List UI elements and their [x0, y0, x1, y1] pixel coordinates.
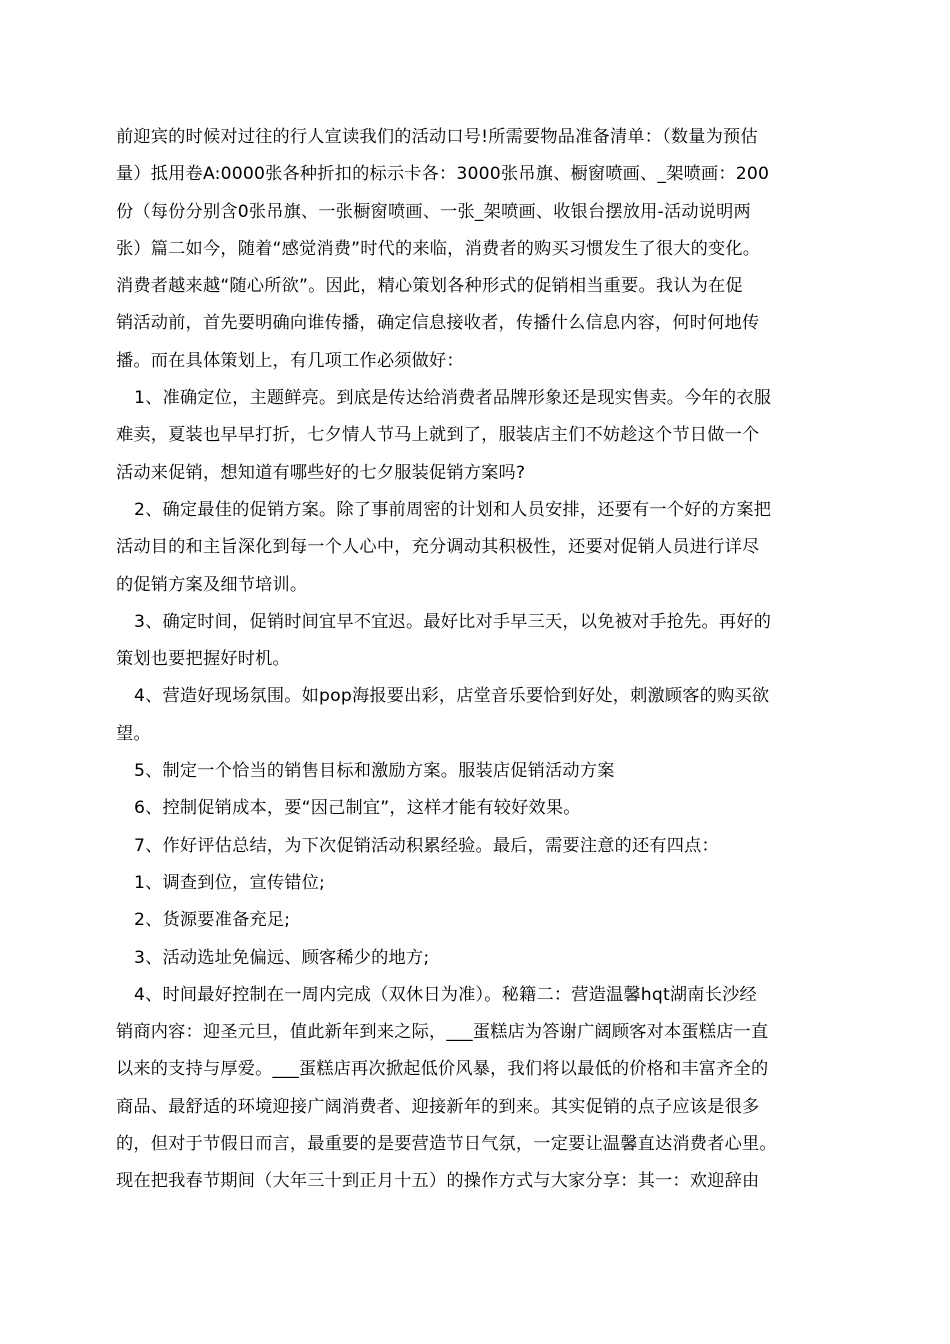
text-line: 量）抵用卷A:0000张各种折扣的标示卡各：3000张吊旗、橱窗喷画、_架喷画：200 [116, 164, 770, 185]
text-line: 前迎宾的时候对过往的行人宣读我们的活动口号!所需要物品准备清单：（数量为预估 [116, 127, 758, 147]
text-line: 份（每份分别含0张吊旗、一张橱窗喷画、一张_架喷画、收银台摆放用-活动说明两 [116, 201, 751, 222]
list-item-line: 1、准确定位，主题鲜亮。到底是传达给消费者品牌形象还是现实售卖。今年的衣服 [134, 388, 772, 409]
list-item-line: 5、制定一个恰当的销售目标和激励方案。服装店促销活动方案 [134, 761, 615, 782]
list-item-line: 2、确定最佳的促销方案。除了事前周密的计划和人员安排，还要有一个好的方案把 [134, 499, 772, 520]
text-line: 商品、最舒适的环境迎接广阔消费者、迎接新年的到来。其实促销的点子应该是很多 [116, 1096, 760, 1117]
text-line: 播。而在具体策划上，有几项工作必须做好： [116, 350, 464, 371]
list-item-line: 7、作好评估总结，为下次促销活动积累经验。最后，需要注意的还有四点： [134, 835, 719, 856]
text-line: 张）篇二如今，随着“感觉消费”时代的来临，消费者的购买习惯发生了很大的变化。 [116, 238, 761, 259]
list-item-line: 2、货源要准备充足; [134, 910, 291, 931]
text-line: 望。 [116, 723, 151, 744]
text-line: 难卖，夏装也早早打折，七夕情人节马上就到了，服装店主们不妨趁这个节日做一个 [116, 425, 760, 446]
list-item-line: 1、调查到位，宣传错位; [134, 872, 326, 893]
text-line: 销商内容：迎圣元旦，值此新年到来之际，___蛋糕店为答谢广阔顾客对本蛋糕店一直 [116, 1022, 769, 1043]
list-item-line: 6、控制促销成本，要“因己制宜”，这样才能有较好效果。 [134, 798, 581, 819]
list-item-line: 3、活动选址免偏远、顾客稀少的地方; [134, 947, 430, 968]
text-line: 活动来促销，想知道有哪些好的七夕服装促销方案吗? [116, 462, 526, 483]
text-line: 消费者越来越“随心所欲”。因此，精心策划各种形式的促销相当重要。我认为在促 [116, 276, 743, 297]
text-line: 现在把我春节期间（大年三十到正月十五）的操作方式与大家分享：其一：欢迎辞由 [116, 1171, 760, 1192]
list-item-line: 3、确定时间，促销时间宜早不宜迟。最好比对手早三天，以免被对手抢先。再好的 [134, 611, 772, 632]
text-line: 以来的支持与厚爱。___蛋糕店再次掀起低价风暴，我们将以最低的价格和丰富齐全的 [116, 1059, 769, 1080]
text-line: 的，但对于节假日而言，最重要的是要营造节日气氛，一定要让温馨直达消费者心里。 [116, 1134, 777, 1155]
document-body [116, 119, 836, 1201]
text-line: 销活动前，首先要明确向谁传播，确定信息接收者，传播什么信息内容，何时何地传 [116, 313, 760, 334]
list-item-line: 4、时间最好控制在一周内完成（双休日为准）。秘籍二：营造温馨hqt湖南长沙经 [134, 984, 757, 1005]
text-line: 策划也要把握好时机。 [116, 649, 290, 670]
list-item-line: 4、营造好现场氛围。如pop海报要出彩，店堂音乐要恰到好处，刺激顾客的购买欲 [134, 686, 770, 707]
text-line: 活动目的和主旨深化到每一个人心中，充分调动其积极性，还要对促销人员进行详尽 [116, 537, 760, 558]
text-line: 的促销方案及细节培训。 [116, 574, 308, 595]
